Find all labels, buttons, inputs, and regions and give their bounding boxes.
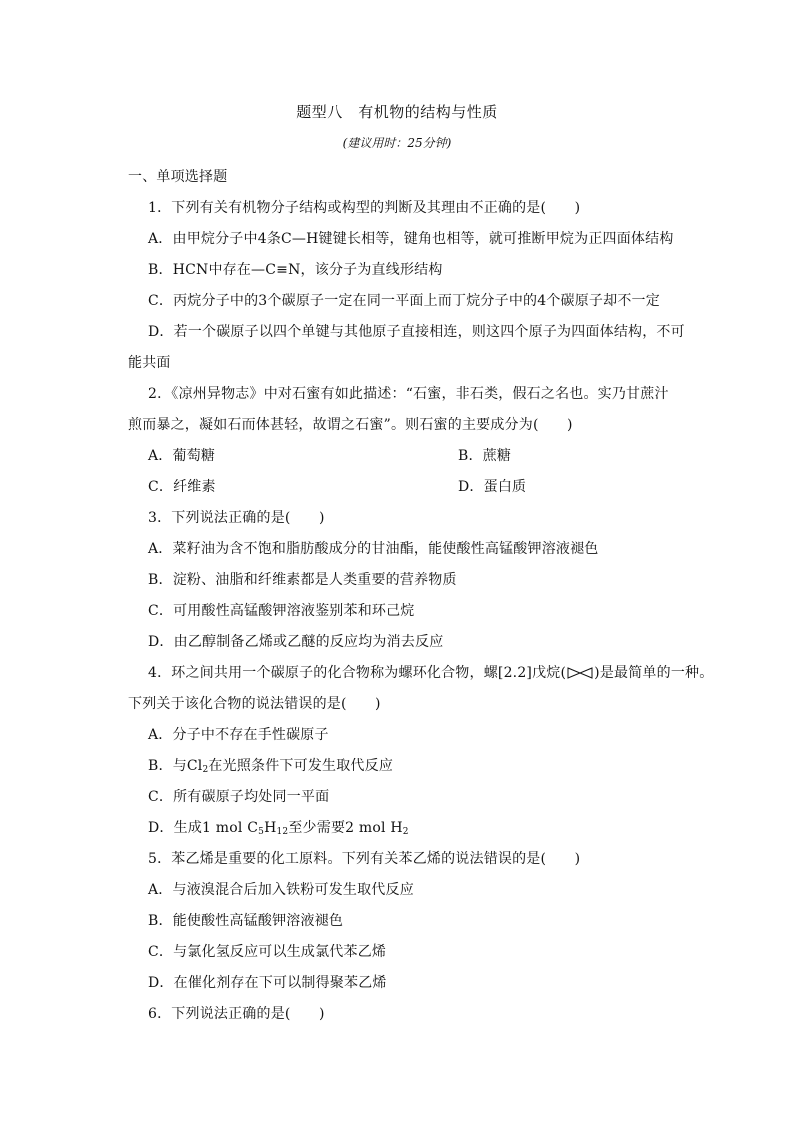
q4-stem-part1: 4．环之间共用一个碳原子的化合物称为螺环化合物，螺[2.2]戊烷( <box>148 665 567 681</box>
q4-stem-part2: )是最简单的一种。 <box>594 665 714 681</box>
q1-option-c: C．丙烷分子中的3个碳原子一定在同一平面上而丁烷分子中的4个碳原子却不一定 <box>148 293 660 309</box>
q2-option-b: B．蔗糖 <box>458 448 512 464</box>
q3-option-a: A．菜籽油为含不饱和脂肪酸成分的甘油酯，能使酸性高锰酸钾溶液褪色 <box>148 541 599 557</box>
q4-option-d-pre: D．生成1 mol C <box>148 820 259 836</box>
q4-option-b-pre: B．与Cl <box>148 758 203 774</box>
section-heading: 一、单项选择题 <box>128 169 228 185</box>
q2-option-a: A．葡萄糖 <box>148 448 216 464</box>
q1-option-d: D．若一个碳原子以四个单键与其他原子直接相连，则这四个原子为四面体结构，不可 <box>148 324 685 340</box>
q2-option-d: D．蛋白质 <box>458 479 527 495</box>
suggested-time: (建议用时：25分钟) <box>342 136 452 150</box>
q4-option-b <box>148 755 393 775</box>
q4-option-d-post: 至少需要2 mol H <box>288 820 403 836</box>
q2-stem: 2．《凉州异物志》中对石蜜有如此描述：“石蜜，非石类，假石之名也。实乃甘蔗汁 <box>148 386 669 402</box>
q2-option-c: C．纤维素 <box>148 479 216 495</box>
q4-option-d-mid: H <box>264 820 277 836</box>
q1-stem: 1．下列有关有机物分子结构或构型的判断及其理由不正确的是( ) <box>148 200 581 216</box>
q4-option-d <box>148 817 409 837</box>
q4-option-b-sub: 2 <box>202 765 209 775</box>
q1-option-a: A．由甲烷分子中4条C—H键键长相等，键角也相等，就可推断甲烷为正四面体结构 <box>148 231 674 247</box>
q5-option-c: C．与氯化氢反应可以生成氯代苯乙烯 <box>148 944 387 960</box>
q5-option-d: D．在催化剂存在下可以制得聚苯乙烯 <box>148 975 387 991</box>
q3-option-b: B．淀粉、油脂和纤维素都是人类重要的营养物质 <box>148 572 457 588</box>
q3-option-c: C．可用酸性高锰酸钾溶液鉴别苯和环己烷 <box>148 603 415 619</box>
q1-option-d-continued: 能共面 <box>128 355 171 371</box>
page-title: 题型八 有机物的结构与性质 <box>296 103 498 121</box>
q5-stem: 5．苯乙烯是重要的化工原料。下列有关苯乙烯的说法错误的是( ) <box>148 851 581 867</box>
q5-option-a: A．与液溴混合后加入铁粉可发生取代反应 <box>148 882 414 898</box>
q3-stem: 3．下列说法正确的是( ) <box>148 510 325 526</box>
q3-option-d: D．由乙醇制备乙烯或乙醚的反应均为消去反应 <box>148 634 444 650</box>
q2-stem-continued: 煎而暴之，凝如石而体甚轻，故谓之石蜜”。则石蜜的主要成分为( ) <box>128 417 573 433</box>
q4-stem <box>148 662 713 682</box>
q4-option-b-post: 在光照条件下可发生取代反应 <box>208 758 394 774</box>
q4-option-d-sub1: 5 <box>258 827 265 837</box>
q4-option-c: C．所有碳原子均处同一平面 <box>148 789 330 805</box>
q4-option-a: A．分子中不存在手性碳原子 <box>148 727 329 743</box>
q1-option-b: B．HCN中存在—C≡N，该分子为直线形结构 <box>148 262 443 278</box>
q5-option-b: B．能使酸性高锰酸钾溶液褪色 <box>148 913 344 929</box>
q4-stem-continued: 下列关于该化合物的说法错误的是( ) <box>128 696 381 712</box>
spiropentane-structure-icon <box>566 666 594 680</box>
q4-option-d-sub3: 2 <box>402 827 409 837</box>
q4-option-d-sub2: 12 <box>276 827 289 837</box>
q6-stem: 6．下列说法正确的是( ) <box>148 1006 325 1022</box>
